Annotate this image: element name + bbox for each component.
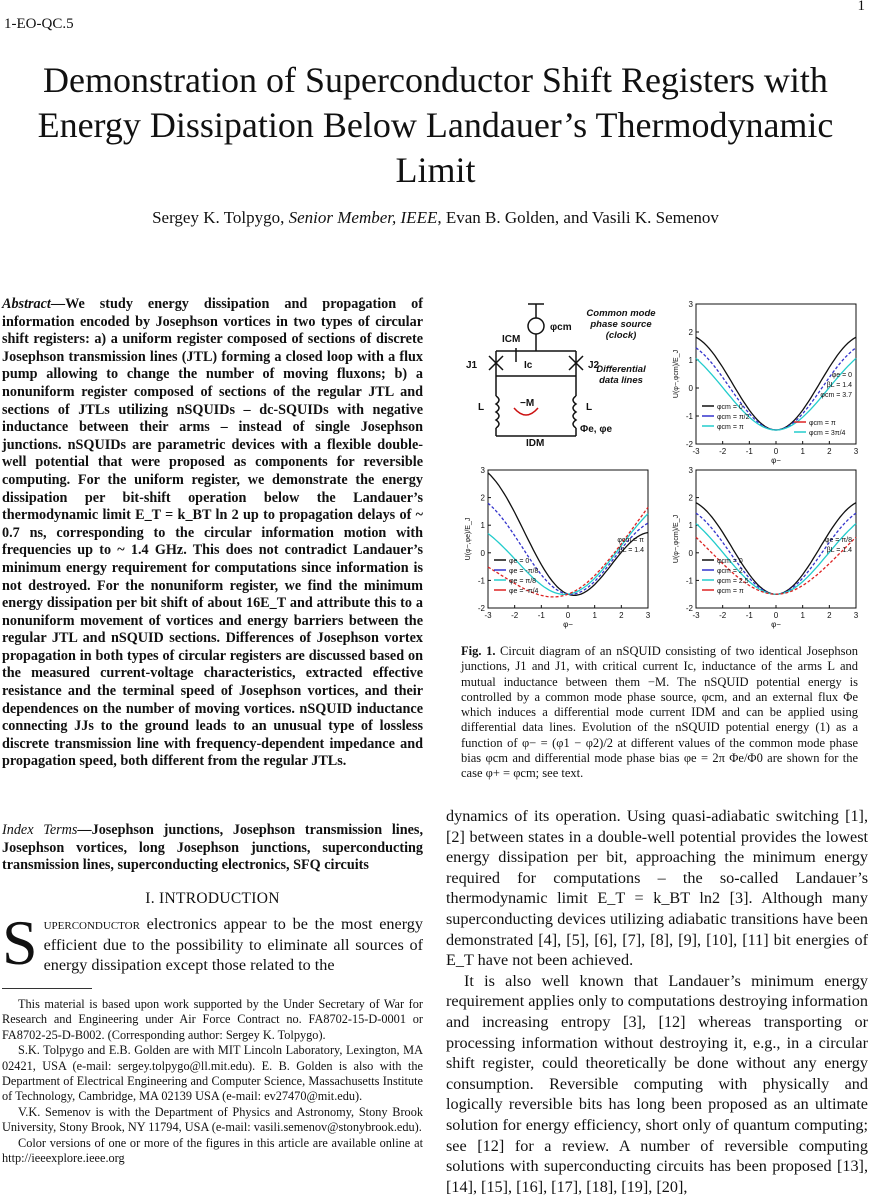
x-tick-label: 3	[853, 611, 859, 620]
plot-annotation: φcm = π	[617, 536, 644, 544]
label-m: −M	[520, 398, 535, 409]
paper-id: 1-EO-QC.5	[4, 16, 74, 32]
legend-entry: φe = -π/4	[509, 588, 539, 595]
label-phi-cm: φcm	[550, 322, 572, 333]
inductor-left	[496, 396, 499, 428]
plot-annotation: φe = π/8	[824, 536, 852, 544]
author-1-role: Senior Member, IEEE	[288, 208, 438, 227]
y-tick-label: 1	[480, 521, 485, 531]
figure-caption	[461, 644, 858, 782]
footnotes	[2, 997, 423, 1166]
x-axis-label: φ−	[771, 456, 781, 465]
x-tick-label: -3	[692, 447, 700, 456]
plot-panel-bottom-left	[465, 466, 651, 629]
label-l-right: L	[586, 402, 593, 413]
footnote: Color versions of one or more of the figures in this article are available online at http://ieeexplore.ieee.org	[2, 1135, 423, 1166]
abstract-text: —We study energy dissipation and propagation of information encoded by Josephson vortices in two types of circular shift registers: a) a uniform register composed of sections of discrete Josephson transmission lines (JTL) forming a closed loop with a flux pump allowing to change the number of moving fluxons; b) a nonuniform register composed of sections of the regular JTL and sections of JTLs utilizing nSQUIDs – dc-SQUIDs with negative inductance between their arms – instead of single Josephson junctions. nSQUIDs are parametric devices with a flexible double-well potential that were proposed as components for reversible computing. For the uniform register, we demonstrate the energy dissipation per bit-shift operation below the Landauer’s thermodynamic limit E_T = k_BT ln 2 up to propagation delays of ~ 0.7 ns, corresponding to the circular information motion with frequencies up to ~ 1.4 GHz. This does not contradict Landauer’s minimum energy requirement for computations since information is not destroyed. For the nonuniform register, we find the minimum energy dissipation per bit shift of about 16E_T and attribute this to a nonuniform movement of vortices and energy barriers between the regular JTL and nSQUID sections. Differences of Josephson vortex propagation in both types of circular registers are discussed based on the measured current-voltage characteristics, extracted effective resistance and the terminal speed of Josephson vortices, and their dependences on the number of moving vortices. nSQUID inductance connecting JJs to the ground leads to an unusual type of lossless discrete transmission line with frequency-dependent impedance and propagation speed, both different from the regular JTLs.	[2, 296, 423, 770]
legend-entry: φe = π/8	[509, 578, 537, 585]
x-tick-label: -2	[719, 611, 727, 620]
footnote: S.K. Tolpygo and E.B. Golden are with MIT Lincoln Laboratory, Lexington, MA 02421, USA (e-mail: sergey.tolpygo@ll.mit.edu). E. B. Golden is also with the Department of Electrical Engineering and Computer Science, Massachusetts Institute of Technology, Cambridge, MA 02139 USA (e-mail: ev27470@mit.edu).	[2, 1043, 423, 1104]
x-tick-label: 2	[827, 611, 832, 620]
x-tick-label: 1	[800, 447, 805, 456]
footnote-rule	[2, 988, 92, 989]
legend-entry: φcm = 2.5	[717, 578, 749, 585]
y-tick-label: -1	[685, 576, 693, 586]
inductor-right	[573, 396, 576, 428]
section-heading: I. INTRODUCTION	[145, 890, 280, 907]
caption-text: Circuit diagram of an nSQUID consisting of two identical Josephson junctions, J1 and J1, with critical current Ic, inductance of the arms L and mutual inductance between them −M. The nSQUID potential energy is controlled by a common mode phase source, φcm, and an external flux Φe which induces a differential mode current IDM and can be applied using differential data lines. Evolution of the nSQUID potential energy (1) as a function of φ− = (φ1 − φ2)/2 at different values of the common mode phase bias φcm and differential mode phase bias φe = 2π Φe/Φ0 are shown for the case φ+ = φcm; see text.	[461, 644, 858, 781]
footnote: V.K. Semenov is with the Department of Physics and Astronomy, Stony Brook University, Stony Brook, NY 11794, USA (e-mail: vasili.semenov@stonybrook.edu).	[2, 1104, 423, 1135]
y-tick-label: 3	[688, 466, 693, 475]
x-tick-label: -2	[511, 611, 519, 620]
paragraph: It is also well known that Landauer’s minimum energy requirement applies only to computations destroying information and increasing entropy [3], [12] whereas transporting or processing information without destroying it, e.g., in a circular shift register, could theoretically be done without any energy consumption. Reversible computing with physically and logically reversible bits has long been proposed as an ultimate solution for energy efficiency, short only of quantum computing; see [12] for a review. A number of reversible computing solutions with superconducting circuits has been proposed [13], [14], [15], [16], [17], [18], [19], [20],	[446, 971, 868, 1196]
legend-entry: φcm = 2	[717, 568, 743, 575]
legend-entry: φcm = π/2	[717, 414, 750, 421]
index-terms-label: Index Terms	[2, 822, 78, 838]
x-tick-label: 1	[592, 611, 597, 620]
label-phi-e: Φe, φe	[580, 424, 613, 435]
label-j2: J2	[588, 360, 600, 371]
y-tick-label: 3	[688, 300, 693, 309]
x-tick-label: -3	[484, 611, 492, 620]
y-tick-label: 2	[688, 493, 693, 503]
y-axis-label: U(φ−,φcm)/E_J	[673, 514, 680, 564]
intro-smallcaps: uperconductor	[43, 915, 140, 933]
x-axis-label: φ−	[771, 620, 781, 629]
label-i-dm: IDM	[526, 438, 545, 449]
figure-svg	[456, 296, 862, 630]
label-l-left: L	[478, 402, 485, 413]
legend-entry: φe = -π/8	[509, 568, 539, 575]
figure-1	[456, 296, 862, 630]
x-tick-label: -1	[745, 611, 753, 620]
legend-entry: φcm = π	[717, 588, 744, 595]
drop-cap: S	[2, 907, 38, 978]
label-common-mode: Common mode	[586, 308, 656, 319]
right-column-text	[446, 806, 868, 1197]
x-tick-label: 2	[827, 447, 832, 456]
plot-panel-top-right	[673, 300, 859, 465]
y-tick-label: -2	[685, 440, 693, 449]
dm-current-loop	[514, 408, 538, 415]
intro-paragraph	[2, 907, 423, 978]
y-tick-label: 2	[480, 493, 485, 503]
x-tick-label: 2	[619, 611, 624, 620]
legend-entry: φcm = 3π/4	[809, 430, 846, 437]
y-tick-label: 3	[480, 466, 485, 475]
series-line	[696, 537, 856, 594]
y-tick-label: 0	[688, 384, 693, 393]
index-terms-text: —Josephson junctions, Josephson transmission lines, Josephson vortices, long Josephson junctions, superconducting transmission lines, superconducting electronics, SFQ circuits	[2, 822, 423, 874]
x-tick-label: 0	[565, 611, 571, 620]
x-tick-label: 3	[645, 611, 651, 620]
paragraph: dynamics of its operation. Using quasi-adiabatic switching [1], [2] between states in a double-well potential provides the lowest energy dissipation per bit, approaching the minimum energy required for computations – the so-called Landauer’s thermodynamic limit E_T = k_BT ln2 [3]. Although many superconducting devices utilizing adiabatic transitions have been demonstrated [4], [5], [6], [7], [8], [9], [10], [11] bit energies of E_T have not been achieved.	[446, 807, 868, 970]
legend-entry: φcm = π	[717, 424, 744, 431]
x-tick-label: 3	[853, 447, 859, 456]
x-tick-label: -2	[719, 447, 727, 456]
intro-text: electronics appear to be the most energy efficient due to the possibility to eliminate all sources of energy dissipation except those related to the	[43, 915, 423, 974]
legend-entry: φcm = π	[809, 420, 836, 427]
label-differential: Differential	[596, 364, 646, 375]
x-tick-label: 0	[773, 447, 779, 456]
paper-title: Demonstration of Superconductor Shift Registers with Energy Dissipation Below Landauer’s Thermodynamic Limit	[37, 60, 834, 190]
other-authors: , Evan B. Golden, and Vasili K. Semenov	[437, 208, 719, 227]
caption-label: Fig. 1.	[461, 644, 496, 658]
series-line	[488, 473, 648, 595]
legend-entry: φcm = 0	[717, 404, 743, 411]
y-axis-label: U(φ−,φcm)/E_J	[673, 349, 680, 399]
x-tick-label: 0	[773, 611, 779, 620]
label-ic: Ic	[524, 360, 533, 371]
plot-panel-bottom-right	[673, 466, 859, 629]
y-tick-label: 0	[688, 548, 693, 558]
y-axis-label: U(φ−,φe)/E_J	[465, 517, 472, 561]
x-axis-label: φ−	[563, 620, 573, 629]
author-line	[0, 208, 871, 228]
label-data-lines: data lines	[599, 375, 643, 386]
x-tick-label: -1	[537, 611, 545, 620]
y-tick-label: -2	[685, 604, 693, 613]
x-tick-label: -3	[692, 611, 700, 620]
footnote: This material is based upon work supported by the Under Secretary of War for Research and Engineering under Air Force Contract no. FA8702-15-D-0001 or FA8702-25-D-B002. (Corresponding author: Sergey K. Tolpygo).	[2, 997, 423, 1042]
y-tick-label: -1	[685, 412, 693, 421]
plot-annotation: βL = 1.4	[618, 546, 644, 554]
x-tick-label: 1	[800, 611, 805, 620]
label-phase-source: phase source	[590, 319, 652, 330]
y-tick-label: 2	[688, 328, 693, 337]
y-tick-label: 0	[480, 548, 485, 558]
legend-entry: φcm = 0	[717, 558, 743, 565]
label-j1: J1	[466, 360, 478, 371]
author-1: Sergey K. Tolpygo,	[152, 208, 285, 227]
y-tick-label: 1	[688, 356, 693, 365]
plot-annotation: βL = 1.4	[826, 381, 852, 389]
x-tick-label: -1	[745, 447, 753, 456]
y-tick-label: 1	[688, 521, 693, 531]
abstract-label: Abstract	[2, 296, 51, 312]
plot-annotation: φe = 0	[831, 371, 852, 379]
plot-annotation: βL = 1.4	[826, 546, 852, 554]
y-tick-label: -1	[477, 576, 485, 586]
label-clock: (clock)	[605, 330, 637, 341]
y-tick-label: -2	[477, 604, 485, 613]
plot-annotation: φcm = 3.7	[820, 391, 852, 399]
legend-entry: φe = 0	[509, 558, 530, 565]
page-number: 1	[857, 0, 865, 14]
phase-source-symbol	[528, 318, 544, 334]
abstract	[2, 296, 423, 771]
label-i-cm: ICM	[502, 334, 521, 345]
index-terms	[2, 822, 423, 875]
